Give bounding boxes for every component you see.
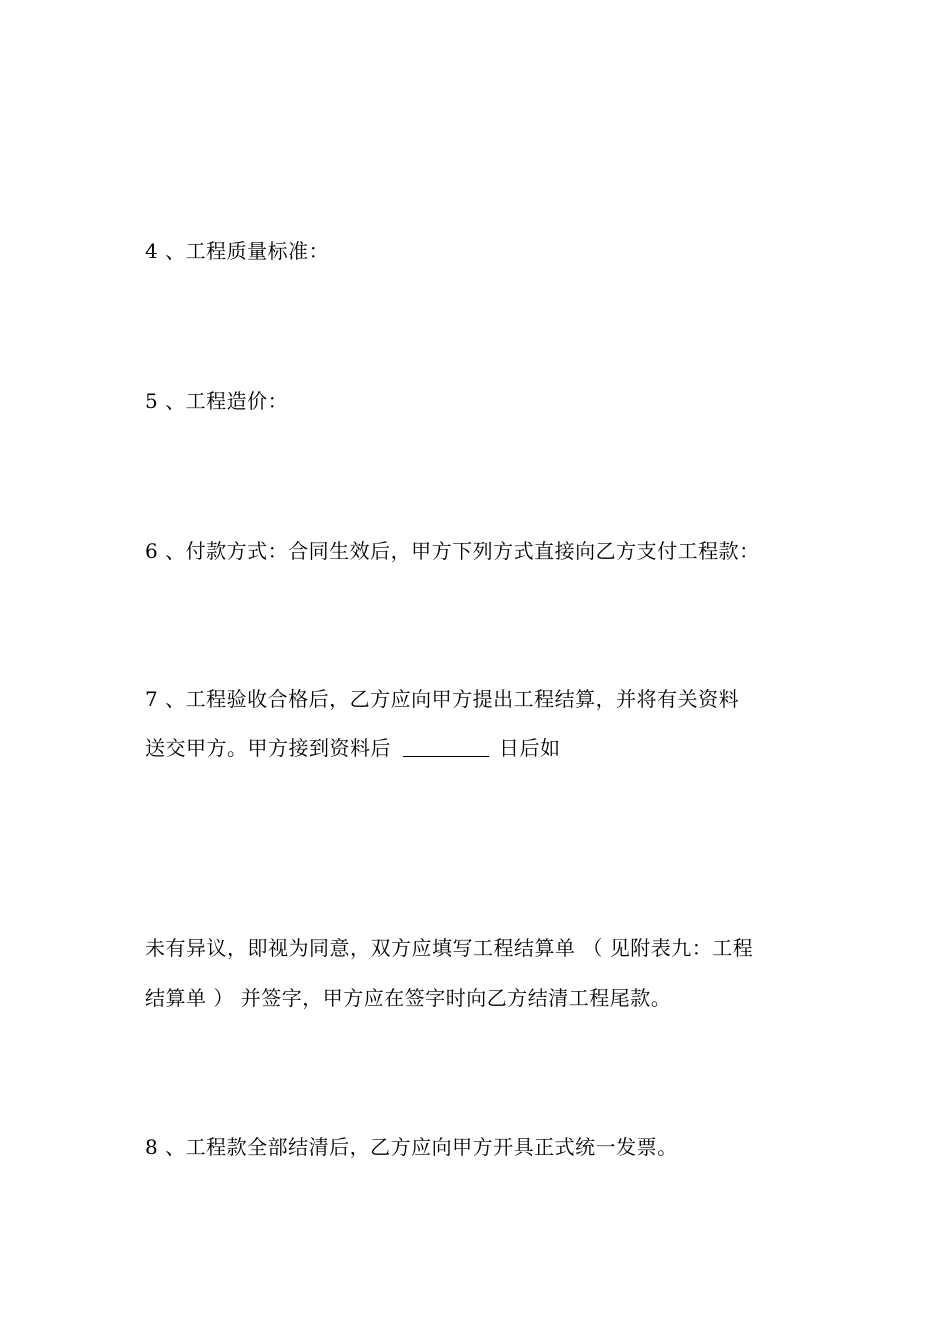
clause-7-line-2-before: 送交甲方。甲方接到资料后 bbox=[145, 736, 391, 760]
clause-7-continued-line-1: 未有异议，即视为同意，双方应填写工程结算单 （ 见附表九：工程 bbox=[145, 936, 754, 960]
clause-7-line-2-after: 日后如 bbox=[499, 736, 561, 760]
clause-6-payment-method: 6 、付款方式：合同生效后，甲方下列方式直接向乙方支付工程款： bbox=[145, 539, 760, 563]
clause-7-continued-line-2: 结算单 ） 并签字，甲方应在签字时向乙方结清工程尾款。 bbox=[145, 986, 672, 1010]
fill-in-blank-days bbox=[403, 736, 489, 757]
clause-7-line-2 bbox=[145, 733, 825, 763]
clause-7-line-1: 7 、工程验收合格后，乙方应向甲方提出工程结算，并将有关资料 bbox=[145, 687, 740, 711]
clause-5-project-cost: 5 、工程造价： bbox=[145, 389, 289, 413]
clause-8-invoice: 8 、工程款全部结清后，乙方应向甲方开具正式统一发票。 bbox=[145, 1135, 678, 1159]
clause-4-quality-standard: 4 、工程质量标准： bbox=[145, 239, 330, 263]
